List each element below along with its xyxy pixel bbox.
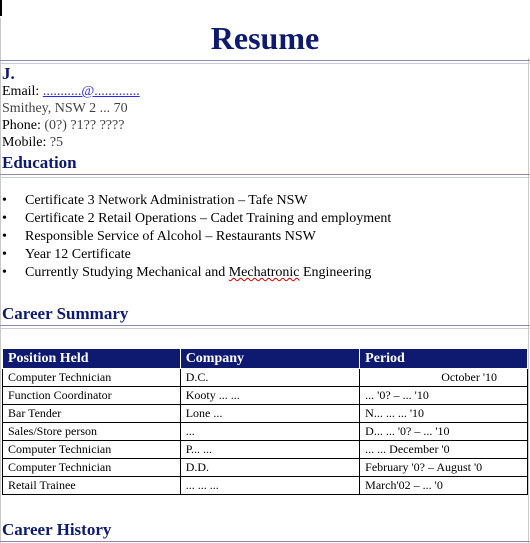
page-margin-line-right (528, 58, 529, 543)
mobile-value: ?5 (49, 135, 64, 150)
title-rule-secondary (0, 63, 530, 64)
column-header-company: Company (180, 349, 359, 369)
cell-company: Kooty ... ... (180, 387, 359, 405)
list-item: • Certificate 2 Retail Operations – Cadet Training and employment (2, 211, 392, 226)
list-item: • Certificate 3 Network Administration – Tafe NSW (2, 193, 308, 208)
text-cursor (0, 0, 2, 16)
cell-period: October '10 (360, 369, 528, 387)
cell-period: March'02 – ... '0 (360, 477, 528, 495)
phone-label: Phone: (2, 118, 41, 133)
cell-position: Computer Technician (3, 441, 181, 459)
email-label: Email: (2, 84, 40, 99)
table-row (3, 441, 528, 459)
table-row (3, 369, 528, 387)
cell-company: ... (180, 423, 359, 441)
cell-position: Sales/Store person (3, 423, 181, 441)
cell-company: D.D. (180, 459, 359, 477)
bullet-icon: • (2, 247, 7, 262)
cell-position: Function Coordinator (3, 387, 181, 405)
table-row (3, 387, 528, 405)
table-row (3, 477, 528, 495)
table-row (3, 459, 528, 477)
cell-position: Computer Technician (3, 459, 181, 477)
cell-company: P... ... (180, 441, 359, 459)
cell-position: Retail Trainee (3, 477, 181, 495)
table-row (3, 423, 528, 441)
phone-value: (0?) ?1?? ???? (44, 118, 125, 133)
spellcheck-word: Mechatronic (228, 265, 300, 280)
column-header-position: Position Held (3, 349, 181, 369)
list-item: • Responsible Service of Alcohol – Restaurants NSW (2, 229, 316, 244)
email-line (2, 84, 140, 100)
cell-period: February '0? – August '0 (360, 459, 528, 477)
cell-position: Bar Tender (3, 405, 181, 423)
cell-position: Computer Technician (3, 369, 181, 387)
bullet-icon: • (2, 193, 7, 208)
document-title: Resume (210, 20, 320, 56)
cell-company: Lone ... (180, 405, 359, 423)
education-heading: Education (2, 153, 77, 172)
cell-company: ... ... ... (180, 477, 359, 495)
career-summary-table (2, 348, 528, 495)
address-line: Smithey, NSW 2 ... 70 (2, 101, 128, 116)
cell-period: ... '0? – ... '10 (360, 387, 528, 405)
education-rule (0, 174, 530, 175)
bullet-icon: • (2, 265, 7, 280)
list-item: • Currently Studying Mechanical and Mechatronic Engineering (2, 265, 372, 280)
email-link[interactable]: ...........@............. (42, 84, 140, 99)
career-history-heading: Career History (2, 520, 112, 539)
cell-period: D... ... '0? – ... '10 (360, 423, 528, 441)
name-initial: J. (2, 64, 15, 83)
phone-line (2, 118, 124, 134)
education-rule-secondary (0, 177, 530, 178)
table-header-row (3, 349, 528, 369)
bullet-icon: • (2, 229, 7, 244)
cell-period: ... ... December '0 (360, 441, 528, 459)
table-row (3, 405, 528, 423)
mobile-line (2, 135, 63, 151)
bullet-icon: • (2, 211, 7, 226)
cell-period: N... ... ... '10 (360, 405, 528, 423)
career-history-rule (0, 541, 530, 542)
education-list (0, 192, 391, 282)
career-summary-rule-secondary (0, 328, 530, 329)
career-summary-heading: Career Summary (2, 304, 129, 323)
list-item: • Year 12 Certificate (2, 247, 131, 262)
mobile-label: Mobile: (2, 135, 47, 150)
column-header-period: Period (360, 349, 528, 369)
career-summary-rule (0, 325, 530, 326)
cell-company: D.C. (180, 369, 359, 387)
title-rule (0, 60, 530, 61)
